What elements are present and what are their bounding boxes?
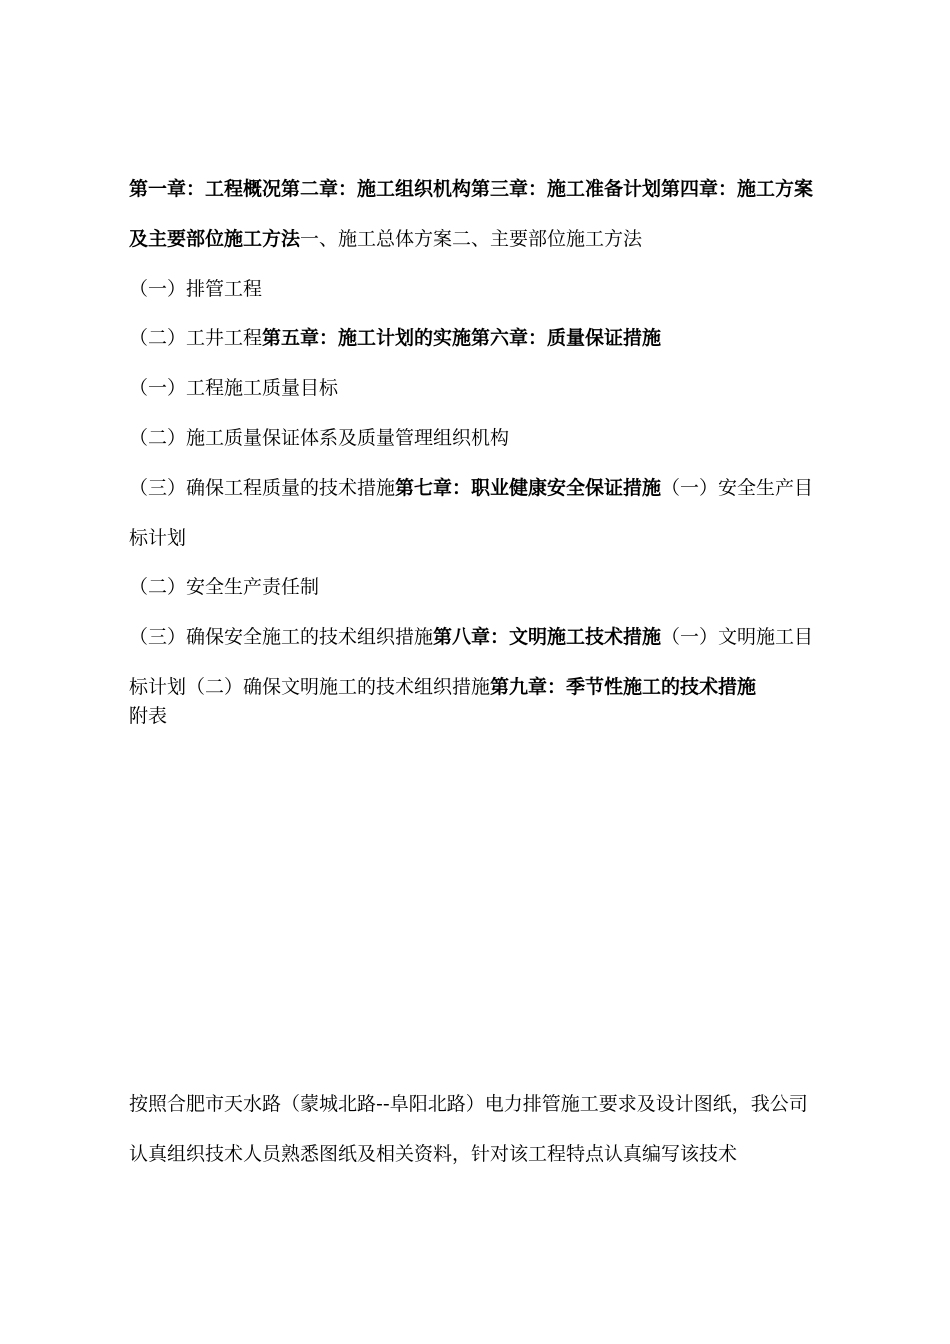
toc-line: （一）排管工程	[129, 277, 263, 300]
toc-line: （二）施工质量保证体系及质量管理组织机构	[129, 426, 510, 449]
toc-chapter-heading: 第九章：季节性施工的技术措施	[490, 675, 757, 698]
toc-section-text: （一）安全生产目标计划	[129, 476, 814, 549]
table-of-contents	[129, 165, 821, 729]
toc-chapter-headings: 第五章：施工计划的实施第六章：质量保证措施	[262, 327, 662, 350]
toc-line	[129, 165, 821, 265]
toc-line	[129, 314, 821, 364]
toc-section-text: 一、施工总体方案二、主要部位施工方法	[300, 227, 643, 250]
toc-chapter-headings: 第一章：工程概况第二章：施工组织机构第三章：施工准备计划第四章：施工方案及主要部位施工方法	[129, 178, 814, 250]
toc-section-text: （三）确保安全施工的技术组织措施	[129, 626, 434, 649]
toc-section-text: （三）确保工程质量的技术措施	[129, 476, 396, 499]
toc-chapter-heading: 第八章：文明施工技术措施	[433, 626, 662, 649]
toc-line: （一）工程施工质量目标	[129, 377, 339, 400]
intro-paragraph: 按照合肥市天水路（蒙城北路--阜阳北路）电力排管施工要求及设计图纸，我公司认真组织技术人员熟悉图纸及相关资料，针对该工程特点认真编写该技术	[129, 1093, 808, 1165]
toc-appendix: 附表	[129, 704, 168, 727]
toc-section-text: （一）文明施工目标计划（二）确保文明施工的技术组织措施	[129, 626, 814, 698]
toc-section-text: （二）工井工程	[129, 327, 263, 350]
toc-chapter-heading: 第七章：职业健康安全保证措施	[395, 476, 662, 499]
toc-line	[129, 464, 821, 564]
toc-line: （二）安全生产责任制	[129, 576, 320, 599]
toc-line	[129, 613, 821, 713]
